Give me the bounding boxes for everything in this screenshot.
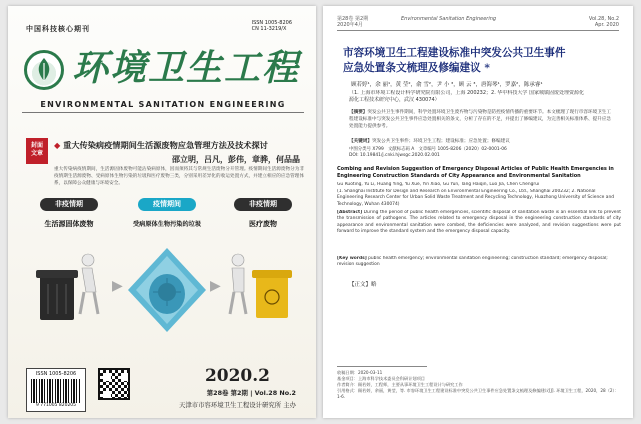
article-title-line2: 应急处置条文梳理及修编建议 * [343,62,490,74]
abstract-cn [349,109,611,137]
issn-barcode-box [26,368,86,412]
feature-badge [26,138,48,164]
panel-label: 生活源固体废物 [44,220,94,228]
feature-title-text: 重大传染病疫情期间生活源废物应急管理方法及技术探讨 [63,140,268,150]
wastebin-person-icon [26,242,112,342]
article-authors: 顾若婷¹，余 丽¹，黄 莹²，俞 雪²，尹 小 ³，顾 云 ³，唐海琴¹，罗嘉²，陈承睿¹ [351,82,543,88]
footnote-rule [337,366,427,367]
english-affiliation: (1. Shanghai Institute for Design and Research on Environmental Engineering Co., Ltd., Shanghai 200232; 2. National Engineering Research Center for Urban Solid Waste Treatment and Recycling Technology, Huazhong University of Science and Technology, Wuhan 430074) [337,189,615,207]
journal-title-cn: 环境卫生工程 [72,47,301,89]
running-header [337,16,619,30]
arrow-left-icon: ▶ [112,278,123,294]
issn-top: ISSN 1005-8206 [251,20,292,26]
article-title [343,46,613,76]
footnote-citation: 引用格式：顾若婷，余丽，黄莹，等. 市容环境卫生工程建设标准中突发公共卫生事件应急处置条文梳理及修编建议[J]. 环境卫生工程，2020，28（2）：1-6. [337,388,619,399]
arrow-right-icon: ▶ [210,278,221,294]
footnotes [337,370,621,400]
affiliation-line2: 源化工程技术研究中心，武汉 430074） [349,97,440,103]
english-abstract [337,210,621,254]
english-authors: Gu Ruoting, Yu Li, Huang Ying, Yu Xue, Yin Xiao, Gu Yun, Tang Haiqin, Luo Jia, Chen Chengrui [337,182,540,187]
article-page [323,6,633,418]
english-abstract-text: During the period of public health emergencies, scientific disposal of sanitation waste is an essential link to prevent the transmission of pathogens. The articles related to emergency disposal in the engineering construction standards of city appearance and environmental sanitation were combed, the deficiencies were analyzed, and revision suggestions were put forward to improve the standard system and the emergency disposal capacity. [337,210,621,235]
footnote-received: 收稿日期：2020-03-11 [337,370,383,375]
journal-title-en: ENVIRONMENTAL SANITATION ENGINEERING [40,100,286,109]
article-affiliation [349,90,619,104]
panel-label: 受病原体生物污染的垃圾 [132,221,202,228]
feature-badge-line2: 文章 [30,150,43,157]
keywords-text: 突发公共卫生事件；环境卫生工程；建设标准；应急处置；修编建议 [371,139,510,144]
medical-bin-icon [222,242,304,342]
issn-cn-block [252,20,292,32]
header-journal-en: Environmental Sanitation Engineering [401,16,497,22]
panel-label: 医疗废物 [249,220,277,228]
english-keywords-label: [Key words] [337,256,367,261]
feature-title [54,140,304,151]
header-date-cn: 2020年4月 [337,22,363,28]
classification-row [349,146,611,152]
journal-logo-icon [24,50,64,90]
year-issue: 2020.2 [204,366,270,386]
english-abstract-label: [Abstract] [337,210,363,215]
barcode-icon [31,379,81,403]
publisher: 天津市市容环境卫生工程设计研究所 主办 [178,401,296,409]
abstract-label: 【摘要】 [349,110,368,115]
cn-top: CN 11-3219/X [251,26,287,32]
english-title-line2: Engineering Construction Standards of City Appearance and Environmental Sanitation [337,173,581,179]
header-volume-en: Vol.28, No.2 [588,16,619,22]
article-number: 文章编号 1005-8206（2020）02-0001-06 [418,147,507,152]
header-volume-cn: 第28卷 第2期 [337,16,369,22]
issn-box-label: ISSN 1005-8206 [35,371,77,377]
english-keywords [337,256,621,270]
panel-header: 非疫情期 [40,198,98,211]
barcode-digits: 9 771005 820205 [35,403,77,408]
english-title [337,166,621,180]
footnote-funding: 基金项目：上海市科学技术委员会科研计划项目 [337,376,425,381]
footnote-author: 作者简介：顾若婷，工程师，主要从事环境卫生工程设计与研究工作 [337,382,463,387]
volume-info: 第28卷 第2期 | Vol.28 No.2 [206,389,296,397]
header-date-en: Apr. 2020 [594,22,619,28]
affiliation-line1: （1. 上海市环境工程设计科学研究院有限公司，上海 200232；2. 华中科技大学 国家城镇固废处理资源化 [349,90,584,96]
feature-abstract: 重大传染病疫情期间，生活源固体废物可能沾染病原体，因而须将其与常规生活废物分开管理。疫情期间生活源废物分为非疫情期生活源废物、受病原体生物污染的垃圾和医疗废物三类，分别采用差异化的收运处置方式，并建立相应的应急管理体系，以保障公众健康与环境安全。 [54,167,304,187]
qr-code-icon [98,368,130,400]
bullet-icon: ◆ [54,140,61,150]
waste-panels [26,198,304,350]
body-placeholder: 【正文】略 [349,282,377,288]
journal-cover [8,6,316,418]
virus-bag-icon [124,242,210,342]
panel-pathogen-waste [124,198,210,348]
english-keywords-text: public health emergency; environmental sanitation engineering; construction standard; emergency disposal; revision suggestion [337,256,608,268]
keywords-label: 【关键词】 [349,139,372,144]
doi: DOI: 10.19841/j.cnki.hjwsgc.2020.02.001 [349,153,440,158]
panel-domestic-waste [26,198,112,348]
core-journal-label: 中国科技核心期刊 [26,25,90,33]
article-title-line1: 市容环境卫生工程建设标准中突发公共卫生事件 [343,47,566,59]
panel-medical-waste [222,198,304,348]
document-code: 文献标志码 A [387,147,415,152]
panel-header: 疫情期间 [138,198,196,211]
feature-authors: 邵立明，吕凡，彭伟，章骅，何品晶 [172,154,300,164]
title-divider [22,112,304,113]
feature-badge-line1: 封面 [30,142,43,149]
keywords-cn [349,138,611,144]
header-rule [337,30,619,31]
english-title-line1: Combing and Revision Suggestion of Emergency Disposal Articles of Public Health Emergencies in [337,166,614,172]
panel-header: 非疫情期 [234,198,292,211]
abstract-text: 突发公共卫生事件期间，科学处置环境卫生废弃物与污染物是防控疫情传播的重要环节。本文梳理了现行市容环境卫生工程建设标准中与突发公共卫生事件应急处置相关的条文，分析了存在的不足，并提出了修编建议，为完善相关标准体系、提升应急处置能力提供参考。 [349,110,611,129]
clc-code: 中图分类号 X799 [349,147,384,152]
